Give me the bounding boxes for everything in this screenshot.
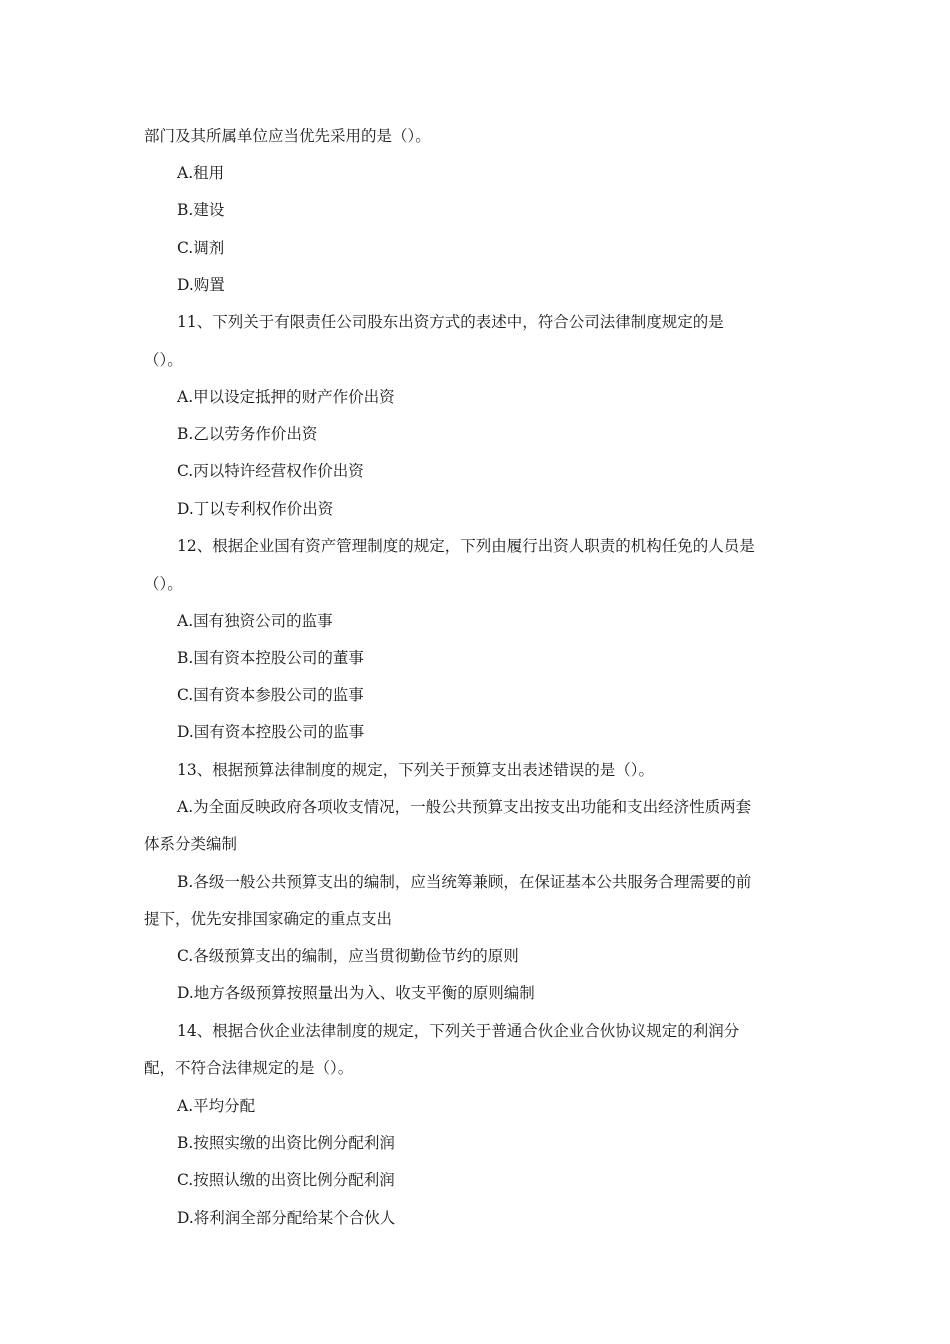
question-13-option-c: C.各级预算支出的编制，应当贯彻勤俭节约的原则 (177, 947, 519, 965)
question-12-option-b: B.国有资本控股公司的董事 (177, 649, 364, 667)
question-12-stem-continuation: （）。 (144, 575, 183, 593)
question-11-stem: 11、下列关于有限责任公司股东出资方式的表述中，符合公司法律制度规定的是 (177, 313, 724, 331)
question-14-stem-continuation: 配，不符合法律规定的是（）。 (144, 1059, 354, 1077)
question-11-option-c: C.丙以特许经营权作价出资 (177, 462, 364, 480)
question-10-option-a: A.租用 (177, 164, 225, 182)
question-11-stem-continuation: （）。 (144, 351, 183, 369)
question-12-option-a: A.国有独资公司的监事 (177, 612, 333, 630)
question-11-option-d: D.丁以专利权作价出资 (177, 500, 334, 518)
question-10-option-d: D.购置 (177, 276, 225, 294)
question-13-option-a: A.为全面反映政府各项收支情况，一般公共预算支出按支出功能和支出经济性质两套 (177, 798, 752, 816)
question-13-option-b-continuation: 提下，优先安排国家确定的重点支出 (144, 910, 393, 928)
question-13-option-d: D.地方各级预算按照量出为入、收支平衡的原则编制 (177, 984, 535, 1002)
question-10-option-b: B.建设 (177, 201, 225, 219)
question-13-option-b: B.各级一般公共预算支出的编制，应当统筹兼顾，在保证基本公共服务合理需要的前 (177, 873, 752, 891)
question-13-stem: 13、根据预算法律制度的规定，下列关于预算支出表述错误的是（）。 (177, 761, 654, 779)
question-10-option-c: C.调剂 (177, 239, 225, 257)
question-14-stem: 14、根据合伙企业法律制度的规定，下列关于普通合伙企业合伙协议规定的利润分 (177, 1022, 740, 1040)
question-14-option-c: C.按照认缴的出资比例分配利润 (177, 1171, 395, 1189)
question-14-option-a: A.平均分配 (177, 1097, 256, 1115)
question-12-stem: 12、根据企业国有资产管理制度的规定，下列由履行出资人职责的机构任免的人员是 (177, 537, 755, 555)
question-11-option-a: A.甲以设定抵押的财产作价出资 (177, 388, 395, 406)
question-14-option-d: D.将利润全部分配给某个合伙人 (177, 1209, 396, 1227)
question-14-option-b: B.按照实缴的出资比例分配利润 (177, 1134, 395, 1152)
question-11-option-b: B.乙以劳务作价出资 (177, 425, 318, 443)
question-10-stem-continuation: 部门及其所属单位应当优先采用的是（）。 (144, 127, 431, 145)
question-13-option-a-continuation: 体系分类编制 (144, 835, 238, 853)
question-12-option-c: C.国有资本参股公司的监事 (177, 686, 364, 704)
question-12-option-d: D.国有资本控股公司的监事 (177, 723, 365, 741)
